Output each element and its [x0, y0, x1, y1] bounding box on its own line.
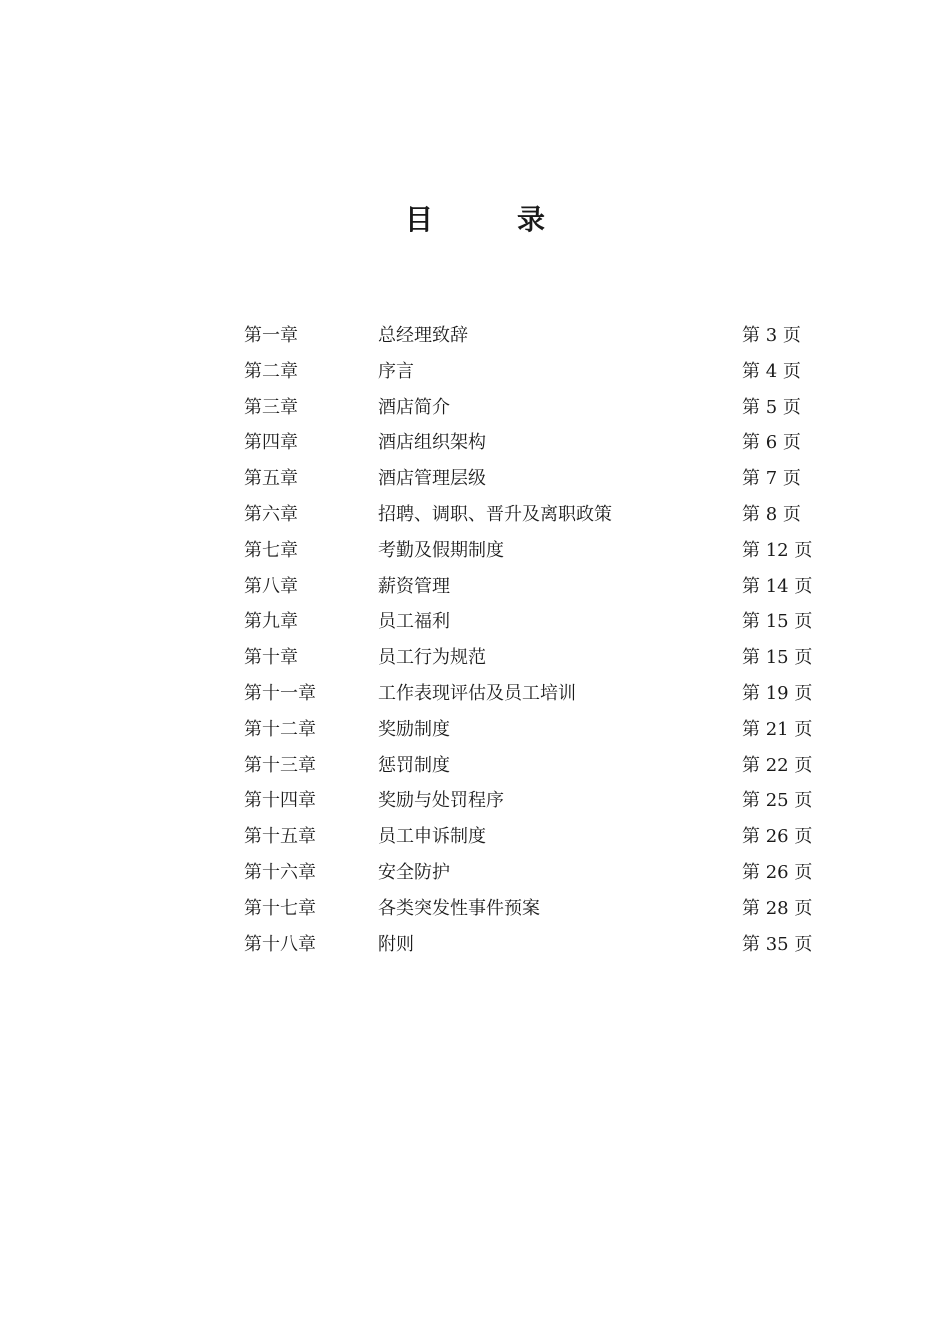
toc-page-number: 第 25 页 — [742, 790, 813, 812]
toc-chapter-title: 酒店简介 — [378, 396, 450, 418]
toc-page-number: 第 28 页 — [742, 897, 813, 919]
toc-chapter-number: 第十八章 — [244, 933, 316, 955]
toc-chapter-title: 酒店组织架构 — [378, 432, 486, 454]
toc-chapter-title: 序言 — [378, 360, 414, 382]
toc-chapter-number: 第二章 — [244, 360, 298, 382]
table-of-contents — [244, 318, 814, 962]
toc-page-number: 第 5 页 — [742, 396, 801, 418]
toc-entry — [244, 354, 814, 390]
toc-page-number: 第 26 页 — [742, 826, 813, 848]
toc-page-number: 第 19 页 — [742, 682, 813, 704]
toc-chapter-number: 第十一章 — [244, 682, 316, 704]
toc-chapter-number: 第七章 — [244, 539, 298, 561]
toc-chapter-title: 员工福利 — [378, 611, 450, 633]
toc-chapter-title: 酒店管理层级 — [378, 468, 486, 490]
toc-entry — [244, 497, 814, 533]
toc-chapter-title: 考勤及假期制度 — [378, 539, 504, 561]
toc-chapter-title: 惩罚制度 — [378, 754, 450, 776]
toc-entry — [244, 569, 814, 605]
toc-chapter-number: 第六章 — [244, 503, 298, 525]
toc-chapter-number: 第十四章 — [244, 790, 316, 812]
toc-page-number: 第 21 页 — [742, 718, 813, 740]
toc-chapter-number: 第十七章 — [244, 897, 316, 919]
toc-chapter-number: 第九章 — [244, 611, 298, 633]
toc-chapter-title: 招聘、调职、晋升及离职政策 — [378, 503, 612, 525]
toc-page-number: 第 7 页 — [742, 468, 801, 490]
toc-chapter-number: 第十六章 — [244, 861, 316, 883]
toc-chapter-number: 第五章 — [244, 468, 298, 490]
toc-chapter-number: 第一章 — [244, 325, 298, 346]
toc-page-number: 第 15 页 — [742, 611, 813, 633]
page-title: 目 录 — [404, 203, 573, 236]
toc-chapter-title: 安全防护 — [378, 861, 450, 883]
toc-page-number: 第 4 页 — [742, 360, 801, 382]
toc-chapter-number: 第十章 — [244, 647, 298, 669]
toc-chapter-title: 薪资管理 — [378, 575, 450, 597]
toc-page-number: 第 26 页 — [742, 861, 813, 883]
toc-chapter-title: 奖励制度 — [378, 718, 450, 740]
toc-chapter-title: 员工申诉制度 — [378, 826, 486, 848]
toc-entry — [244, 855, 814, 891]
toc-chapter-number: 第八章 — [244, 575, 298, 597]
toc-entry — [244, 676, 814, 712]
toc-page-number: 第 3 页 — [742, 325, 801, 346]
toc-chapter-title: 奖励与处罚程序 — [378, 790, 504, 812]
toc-chapter-title: 总经理致辞 — [378, 325, 468, 346]
toc-chapter-number: 第四章 — [244, 432, 298, 454]
toc-entry — [244, 640, 814, 676]
toc-chapter-number: 第三章 — [244, 396, 298, 418]
toc-page-number: 第 22 页 — [742, 754, 813, 776]
toc-entry — [244, 819, 814, 855]
toc-page-number: 第 8 页 — [742, 503, 801, 525]
toc-chapter-title: 附则 — [378, 933, 414, 955]
toc-chapter-title: 员工行为规范 — [378, 647, 486, 669]
toc-page-number: 第 14 页 — [742, 575, 813, 597]
toc-chapter-number: 第十二章 — [244, 718, 316, 740]
toc-entry — [244, 318, 814, 354]
toc-page-number: 第 12 页 — [742, 539, 813, 561]
toc-entry — [244, 461, 814, 497]
toc-page-number: 第 15 页 — [742, 647, 813, 669]
toc-entry — [244, 891, 814, 927]
toc-page-number: 第 35 页 — [742, 933, 813, 955]
toc-entry — [244, 783, 814, 819]
toc-chapter-number: 第十五章 — [244, 826, 316, 848]
toc-entry — [244, 748, 814, 784]
toc-chapter-number: 第十三章 — [244, 754, 316, 776]
toc-entry — [244, 927, 814, 963]
toc-page-number: 第 6 页 — [742, 432, 801, 454]
toc-entry — [244, 425, 814, 461]
toc-chapter-title: 各类突发性事件预案 — [378, 897, 540, 919]
toc-entry — [244, 712, 814, 748]
toc-chapter-title: 工作表现评估及员工培训 — [378, 682, 576, 704]
toc-entry — [244, 604, 814, 640]
toc-entry — [244, 533, 814, 569]
toc-entry — [244, 390, 814, 426]
